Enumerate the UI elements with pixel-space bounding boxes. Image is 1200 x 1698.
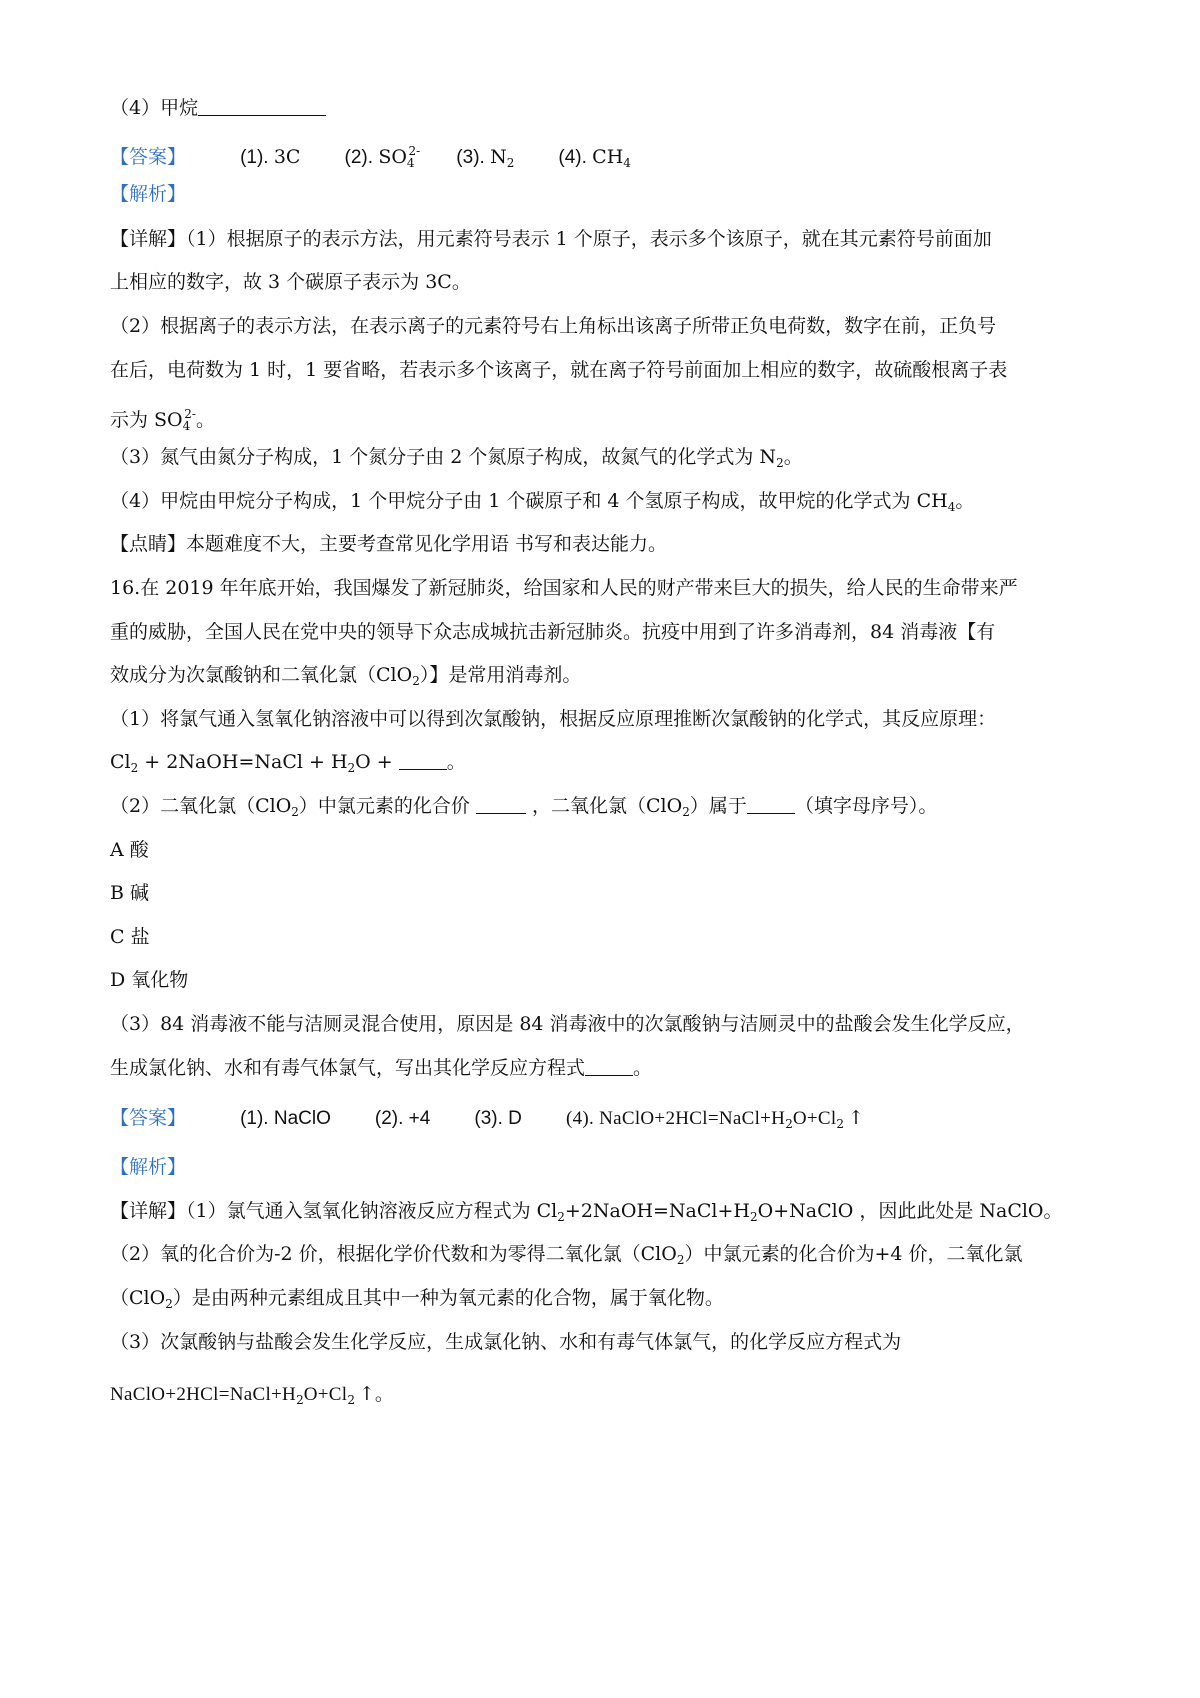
detail-1-p1-l2: 上相应的数字，故 3 个碳原子表示为 3C。 <box>110 271 471 293</box>
answer-3: (3). $N_2$ <box>456 146 515 170</box>
option-b: B 碱 <box>110 882 150 904</box>
answer-blank <box>198 97 326 116</box>
answer-1: (1). NaClO <box>240 1108 331 1129</box>
answer-1: (1). 3C <box>240 146 301 168</box>
detail-1-p2-l1: （2）根据离子的表示方法，在表示离子的元素符号右上角标出该离子所带正负电荷数，数字在前，正负号 <box>110 315 997 337</box>
detail-1-p2-l3: 示为 $SO_4^{2-}$。 <box>110 407 215 433</box>
answer-tag: 【答案】 <box>110 146 187 168</box>
detail-2-p2-l2: （ClO$_2$）是由两种元素组成且其中一种为氧元素的化合物，属于氧化物。 <box>110 1287 724 1311</box>
q16-s1-l1: （1）将氯气通入氢氧化钠溶液中可以得到次氯酸钠，根据反应原理推断次氯酸钠的化学式，其反应原理： <box>110 708 997 730</box>
answer-blank <box>476 795 526 814</box>
answer-4: (4). $CH_4$ <box>558 146 631 170</box>
answer-blank <box>585 1057 633 1076</box>
q16-l2: 重的威胁，全国人民在党中央的领导下众志成城抗击新冠肺炎。抗疫中用到了许多消毒剂，84 消毒液【有 <box>110 621 996 643</box>
option-c: C 盐 <box>110 926 150 948</box>
answer-blank <box>747 795 795 814</box>
q16-s2: （2）二氧化氯（ClO$_2$）中氯元素的化合价 ，二氧化氯（ClO$_2$）属于 （填字母序号）。 <box>110 795 938 819</box>
analysis-tag-2: 【解析】 <box>110 1156 187 1178</box>
comment-1: 【点睛】本题难度不大，主要考查常见化学用语 书写和表达能力。 <box>110 533 668 555</box>
detail-1-p3: （3）氮气由氮分子构成，1 个氮分子由 2 个氮原子构成，故氮气的化学式为 $N_2$。 <box>110 446 803 470</box>
detail-1-p4: （4）甲烷由甲烷分子构成，1 个甲烷分子由 1 个碳原子和 4 个氢原子构成，故甲烷的化学式为 $CH_4$。 <box>110 490 975 514</box>
detail-2-p2-l1: （2）氧的化合价为-2 价，根据化学价代数和为零得二氧化氯（ClO$_2$）中氯元素的化合价为+4 价，二氧化氯 <box>110 1243 1023 1267</box>
detail-1-p1-l1: 【详解】（1）根据原子的表示方法，用元素符号表示 1 个原子，表示多个该原子，就在其元素符号前面加 <box>110 228 992 250</box>
answer-3: (3). D <box>474 1108 522 1129</box>
detail-2-p1: 【详解】（1）氯气通入氢氧化钠溶液反应方程式为 $Cl_2+2NaOH=NaCl+H_2O+NaClO$ ，因此此处是 NaClO。 <box>110 1200 1063 1224</box>
answer-row-2 <box>110 1104 864 1138</box>
option-d: D 氧化物 <box>110 969 189 991</box>
analysis-tag-1: 【解析】 <box>110 183 187 205</box>
q16-s1-eq: $Cl_2$ + 2NaOH=NaCl + $H_2O$ + 。 <box>110 751 466 775</box>
q16-l1: 16.在 2019 年年底开始，我国爆发了新冠肺炎，给国家和人民的财产带来巨大的损失，给人民的生命带来严 <box>110 577 1018 599</box>
option-a: A 酸 <box>110 839 149 861</box>
answer-2: (2). +4 <box>374 1108 431 1129</box>
answer-blank <box>399 751 447 770</box>
detail-1-p2-l2: 在后，电荷数为 1 时，1 要省略，若表示多个该离子，就在离子符号前面加上相应的数字，故硫酸根离子表 <box>110 359 1008 381</box>
answer-row-1 <box>110 137 631 177</box>
q16-l3: 效成分为次氯酸钠和二氧化氯（ClO$_2$）】是常用消毒剂。 <box>110 664 582 688</box>
answer-4: (4). $NaClO+2HCl=NaCl+H_2O+Cl_2$ ↑ <box>565 1107 864 1131</box>
q16-s3-l2: 生成氯化钠、水和有毒气体氯气，写出其化学反应方程式 。 <box>110 1057 653 1079</box>
detail-2-p3-eq: $NaClO+2HCl=NaCl+H_2O+Cl_2$ ↑。 <box>110 1383 394 1407</box>
answer-tag: 【答案】 <box>110 1107 187 1129</box>
answer-2: (2). $SO_4^{2-}$ <box>344 144 421 170</box>
detail-2-p3-l1: （3）次氯酸钠与盐酸会发生化学反应，生成氯化钠、水和有毒气体氯气，的化学反应方程式为 <box>110 1331 902 1353</box>
q15-item4: （4）甲烷 <box>110 94 326 122</box>
q16-s3-l1: （3）84 消毒液不能与洁厕灵混合使用，原因是 84 消毒液中的次氯酸钠与洁厕灵中的盐酸会发生化学反应， <box>110 1013 1025 1035</box>
